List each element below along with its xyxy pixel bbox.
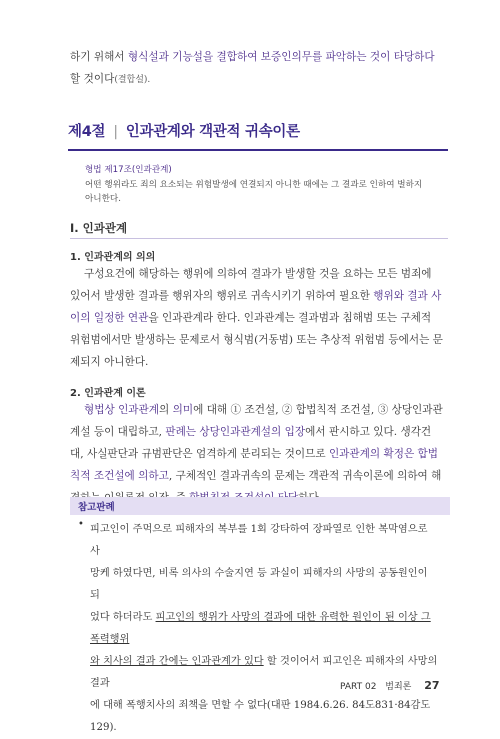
section-separator: | [113, 124, 118, 140]
law-reference: 형법 제17조(인과관계) [85, 165, 172, 175]
bullet-icon: • [78, 519, 84, 530]
subheading-theories: 2. 인과관계 이론 [70, 388, 146, 399]
intro-paragraph [70, 46, 448, 91]
reference-text: 피고인이 주먹으로 피해자의 복부를 1회 강타하여 장파열로 인한 복막염으로 사 망케 하였다면, 비록 의사의 수술지연 등 과실이 피해자의 사망의 공동원인이 되 었다 하더라도 피고인의 행위가 사망의 결과에 대한 유력한 원인이 된 이상 그 폭력행위 와 치사의 결과 간에는 인과관계가 있다 할 것이어서 피고인은 피해자의 사망의 결과 에 대해 폭행치사의 죄책을 면할 수 없다(대판 1984.6.26. 84도831·84감도129). [90, 524, 438, 733]
reference-label: 참고판례 [78, 502, 115, 513]
section-divider [68, 149, 448, 151]
page-number: 27 [424, 679, 440, 692]
subheading-meaning: 1. 인과관계의 의의 [70, 252, 156, 263]
heading-divider [70, 238, 448, 239]
page-footer [340, 679, 440, 692]
intro-line-1: 하기 위해서 형식설과 기능설을 결합하여 보증인의무를 파악하는 것이 타당하다 [70, 51, 435, 63]
reference-label-bar [70, 497, 450, 515]
section-name: 인과관계와 객관적 귀속이론 [125, 124, 300, 140]
theories-paragraph: 형법상 인과관계의 의미에 대해 ① 조건설, ② 합법칙적 조건설, ③ 상당인과관 계설 등이 대립하고, 판례는 상당인과관계설의 입장에서 판시하고 있다. 생각건 대, 사실판단과 규범판단은 엄격하게 분리되는 것이므로 인과관계의 확정은 합법 칙적 조건설에 의하고, 구체적인 결과귀속의 문제는 객관적 귀속이론에 의하여 해 [70, 404, 443, 482]
law-text: 어떤 행위라도 죄의 요소되는 위험발생에 연결되지 아니한 때에는 그 결과로 인하여 벌하지 아니한다. [85, 180, 423, 204]
footer-part: PART 02 [340, 682, 377, 692]
footer-chapter: 범죄론 [385, 682, 412, 692]
heading-causation: Ⅰ. 인과관계 [70, 221, 128, 235]
section-title [68, 120, 448, 141]
intro-line-2: 할 것이다(결합설). [70, 73, 151, 85]
section-number: 제4절 [68, 124, 106, 140]
meaning-paragraph: 구성요건에 해당하는 행위에 의하여 결과가 발생할 것을 요하는 모든 범죄에 있어서 발생한 결과를 행위자의 행위로 귀속시키기 위하여 필요한 행위와 결과 사 이의 일정한 연관을 인과관계라 한다. 인과관계는 결과범과 침해범 또는 구체적 위험범에서만 발생하는 문제로서 형식범(거동범) 또는 추상적 위험범 등에서는 문 제되지 아니한다. [70, 268, 443, 368]
intro-emphasis: 형식설과 기능설을 결합하여 보증인의무를 파악하는 것이 타당하다 [127, 51, 435, 63]
